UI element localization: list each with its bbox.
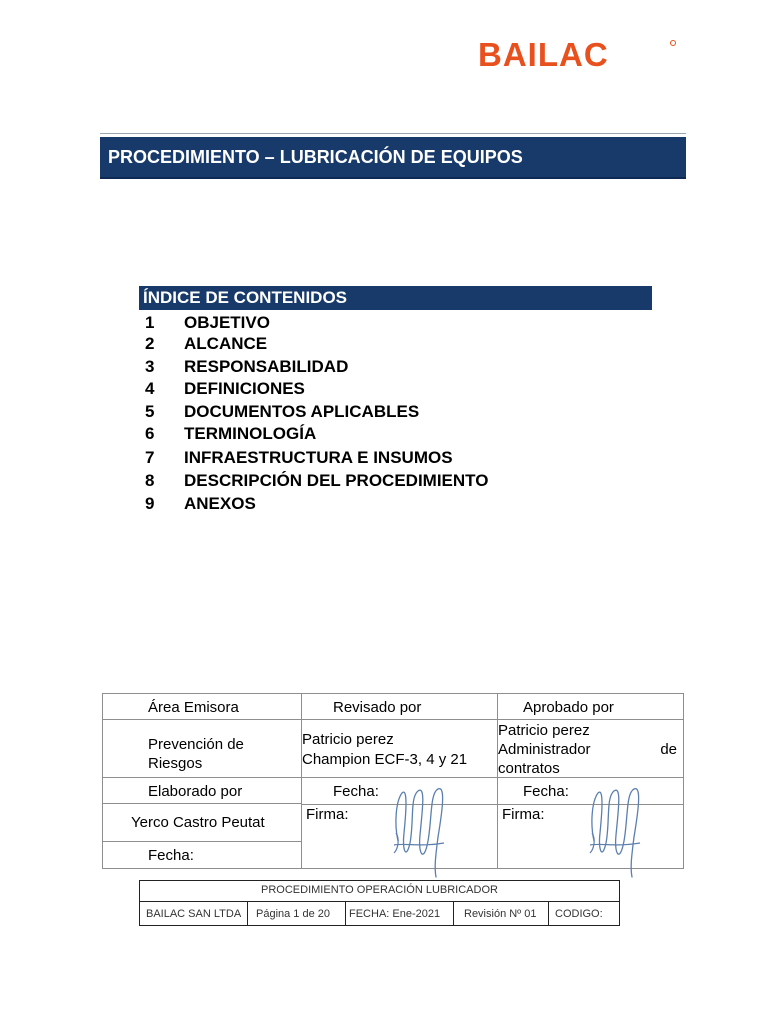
area-cell (102, 719, 302, 778)
reviewer-cell (301, 719, 498, 778)
footer-page-cell (247, 901, 346, 926)
area-header: Área Emisora (148, 699, 239, 716)
reviewer-signature (392, 783, 452, 879)
area-line1: Prevención de (148, 736, 244, 753)
preparer-date-label: Fecha: (148, 847, 194, 864)
reviewer-name: Patricio perez (302, 731, 394, 748)
reviewer-signature-label: Firma: (306, 806, 349, 823)
approver-date-label: Fecha: (523, 783, 569, 800)
preparer-date-cell (102, 841, 302, 869)
bailac-logo (478, 36, 678, 72)
header-approved-cell (497, 693, 684, 720)
approver-signature-label: Firma: (502, 806, 545, 823)
footer-code: CODIGO: (555, 908, 603, 920)
approver-role-b: de (660, 741, 677, 758)
reviewer-date-label: Fecha: (333, 783, 379, 800)
footer-code-cell (548, 901, 620, 926)
footer-revision: Revisión Nº 01 (464, 908, 537, 920)
title-bar (100, 137, 686, 179)
footer-date: FECHA: Ene-2021 (349, 908, 441, 920)
reviewed-header: Revisado por (333, 699, 422, 716)
header-rule (100, 133, 686, 134)
prepared-label: Elaborado por (148, 783, 243, 800)
approver-name: Patricio perez (498, 722, 590, 739)
reviewer-role: Champion ECF-3, 4 y 21 (302, 751, 468, 768)
prepared-label-cell (102, 777, 302, 804)
approved-header: Aprobado por (523, 699, 614, 716)
document-title: PROCEDIMIENTO – LUBRICACIÓN DE EQUIPOS (108, 147, 523, 167)
document-footer (139, 880, 620, 926)
approver-signature (588, 783, 648, 879)
footer-title-cell (139, 880, 620, 902)
preparer-name: Yerco Castro Peutat (131, 814, 265, 831)
approval-table (102, 693, 684, 869)
svg-text:BAILAC: BAILAC (478, 36, 609, 72)
footer-page: Página 1 de 20 (256, 908, 331, 920)
footer-revision-cell (453, 901, 549, 926)
header-reviewed-cell (301, 693, 498, 720)
approver-cell (497, 719, 684, 778)
footer-company: BAILAC SAN LTDA (146, 908, 242, 920)
footer-company-cell (139, 901, 248, 926)
footer-date-cell (345, 901, 454, 926)
approver-role-a: Administrador (498, 741, 591, 758)
preparer-name-cell (102, 803, 302, 842)
area-line2: Riesgos (148, 755, 203, 772)
footer-doc-name: PROCEDIMIENTO OPERACIÓN LUBRICADOR (261, 884, 498, 896)
toc-heading: ÍNDICE DE CONTENIDOS (143, 288, 348, 307)
approver-role-c: contratos (498, 760, 560, 777)
toc-heading-bar (139, 286, 652, 310)
header-area-cell (102, 693, 302, 720)
